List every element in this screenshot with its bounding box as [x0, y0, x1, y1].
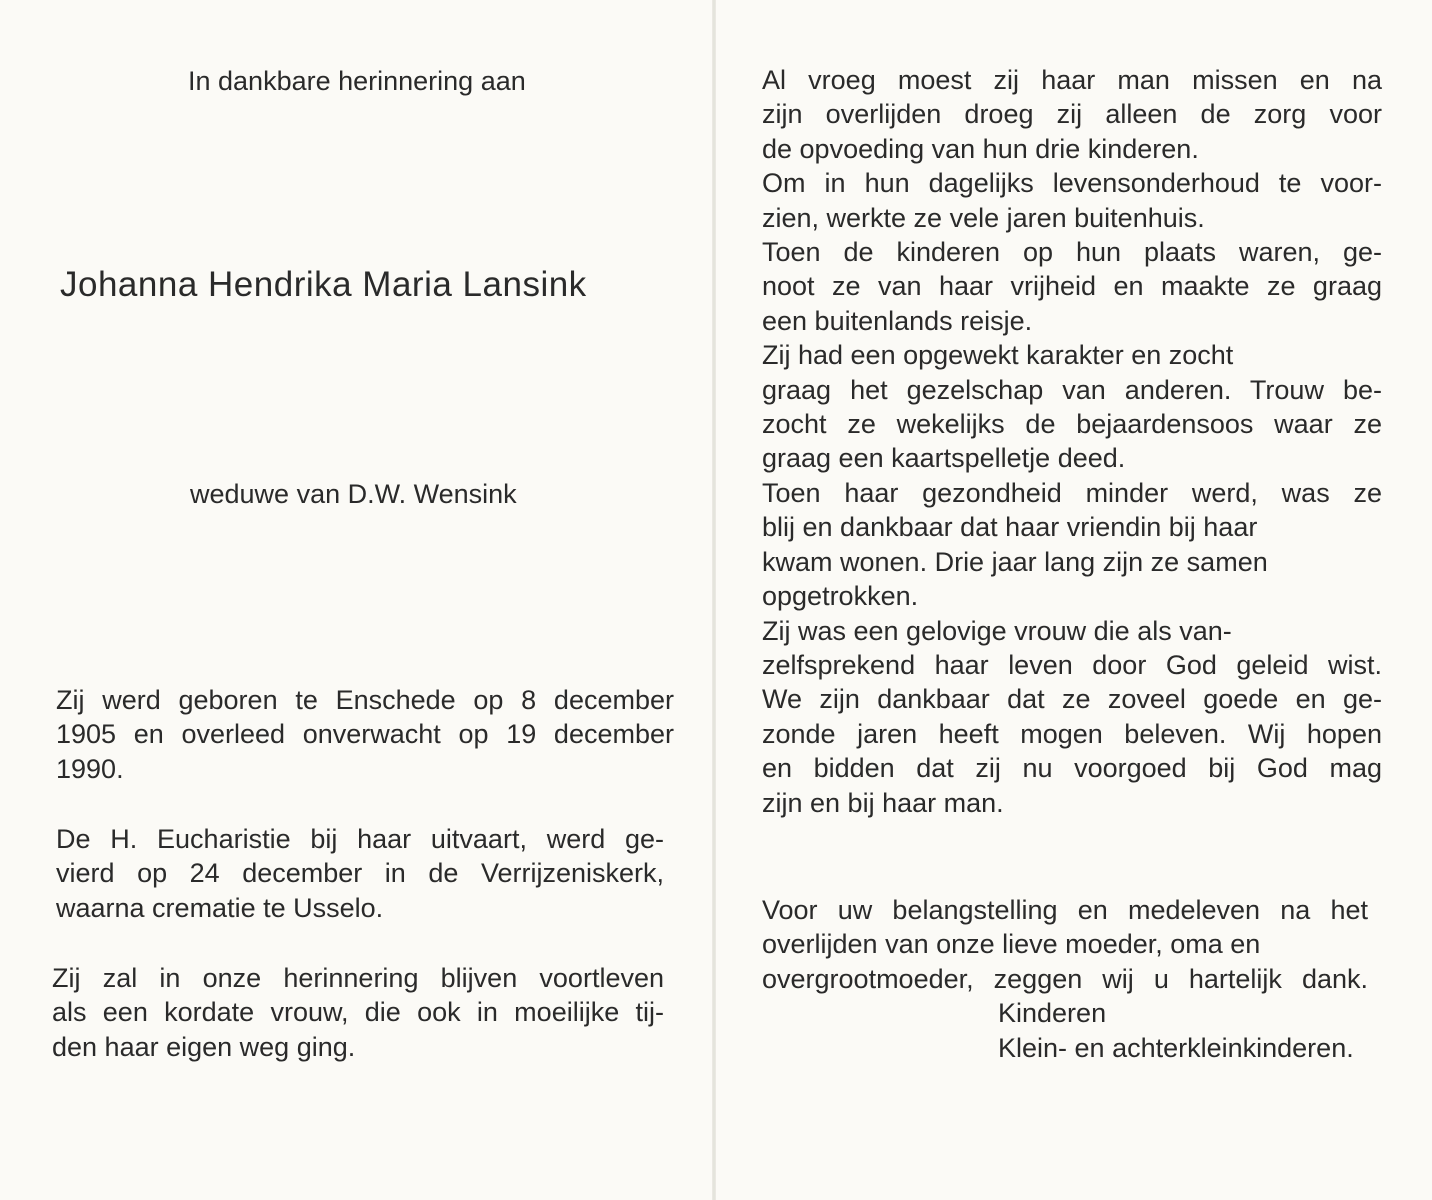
- biography-line: en bidden dat zij nu voorgoed bij God mag: [762, 753, 1382, 784]
- memory-line: als een kordate vrouw, die ook in moeilijke tij-: [52, 997, 664, 1028]
- biography-line: noot ze van haar vrijheid en maakte ze graag: [762, 271, 1382, 302]
- thanks-line: overlijden van onze lieve moeder, oma en: [762, 929, 1261, 960]
- thanks-line: Voor uw belangstelling en medeleven na het: [762, 895, 1368, 925]
- birth-death-line: 1905 en overleed onverwacht op 19 december: [56, 719, 674, 750]
- biography-line: Toen de kinderen op hun plaats waren, ge-: [762, 237, 1382, 268]
- biography-line: zien, werkte ze vele jaren buitenhuis.: [762, 202, 1205, 233]
- biography-line: zelfsprekend haar leven door God geleid wist.: [762, 649, 1382, 680]
- memory-line: den haar eigen weg ging.: [52, 1031, 356, 1062]
- eucharist-line: waarna crematie te Usselo.: [56, 892, 384, 923]
- biography-line: graag een kaartspelletje deed.: [762, 443, 1126, 474]
- signature-grandchildren: Klein- en achterkleinkinderen.: [998, 1033, 1354, 1063]
- biography-line: graag het gezelschap van anderen. Trouw be-: [762, 374, 1382, 405]
- biography-line: Zij had een opgewekt karakter en zocht: [762, 340, 1234, 371]
- thanks-line: overgrootmoeder, zeggen wij u hartelijk dank.: [762, 963, 1368, 994]
- biography-line: zijn overlijden droeg zij alleen de zorg voor: [762, 99, 1382, 130]
- intro-text: In dankbare herinnering aan: [188, 66, 526, 96]
- biography-line: zijn en bij haar man.: [762, 787, 1004, 818]
- birth-death-line: 1990.: [56, 753, 124, 784]
- memory-paragraph: [52, 961, 664, 1064]
- biography-line: de opvoeding van hun drie kinderen.: [762, 133, 1199, 164]
- eucharist-paragraph: [56, 822, 664, 925]
- birth-death-line: Zij werd geboren te Enschede op 8 december: [56, 685, 674, 715]
- deceased-name: Johanna Hendrika Maria Lansink: [60, 265, 587, 304]
- biography-paragraph: [762, 63, 1382, 820]
- biography-line: Om in hun dagelijks levensonderhoud te voor-: [762, 168, 1382, 199]
- biography-line: zocht ze wekelijks de bejaardensoos waar ze: [762, 409, 1382, 440]
- biography-line: zonde jaren heeft mogen beleven. Wij hopen: [762, 718, 1382, 749]
- signature-children: Kinderen: [998, 998, 1107, 1028]
- biography-line: Al vroeg moest zij haar man missen en na: [762, 65, 1382, 95]
- thanks-paragraph: [762, 893, 1368, 996]
- biography-line: Toen haar gezondheid minder werd, was ze: [762, 477, 1382, 508]
- biography-line: kwam wonen. Drie jaar lang zijn ze samen: [762, 546, 1268, 577]
- biography-line: We zijn dankbaar dat ze zoveel goede en ge-: [762, 684, 1382, 715]
- biography-line: Zij was een gelovige vrouw die als van-: [762, 615, 1232, 646]
- birth-death-paragraph: [56, 683, 674, 786]
- biography-line: opgetrokken.: [762, 581, 919, 612]
- eucharist-line: De H. Eucharistie bij haar uitvaart, werd ge-: [56, 824, 664, 854]
- eucharist-line: vierd op 24 december in de Verrijzeniskerk,: [56, 858, 664, 889]
- memory-line: Zij zal in onze herinnering blijven voortleven: [52, 963, 664, 993]
- biography-line: blij en dankbaar dat haar vriendin bij haar: [762, 512, 1258, 543]
- biography-line: een buitenlands reisje.: [762, 305, 1033, 336]
- widow-text: weduwe van D.W. Wensink: [190, 479, 517, 509]
